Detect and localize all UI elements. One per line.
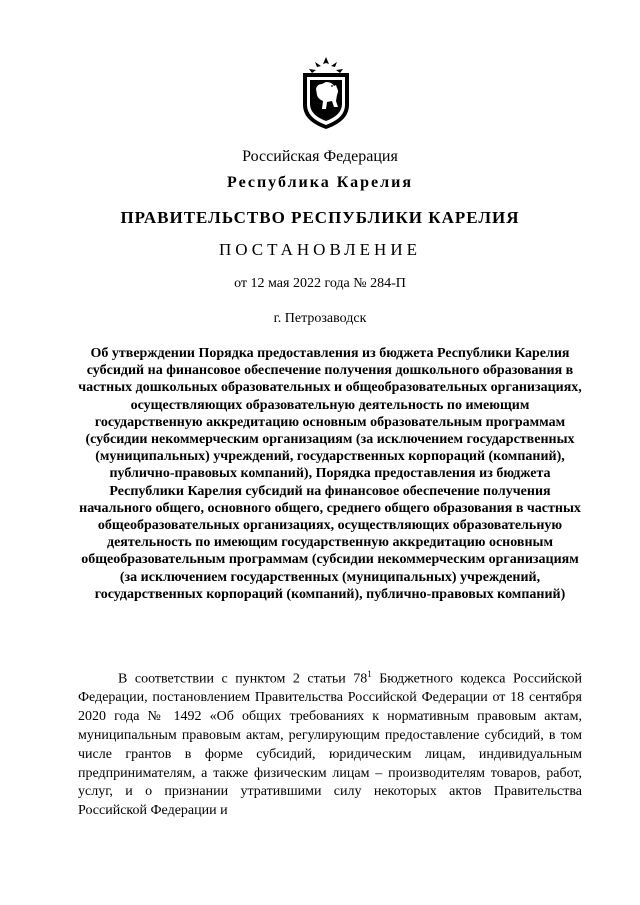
body-paragraph xyxy=(78,665,582,821)
country-name: Российская Федерация xyxy=(242,148,398,165)
coat-of-arms-icon xyxy=(299,55,353,131)
document-type: ПОСТАНОВЛЕНИЕ xyxy=(218,240,421,259)
body-text-rest: Бюджетного кодекса Российской Федерации, постановлением Правительства Российской Федерации от 18 сентября 2020 года № 1492 «Об общих требованиях к нормативным правовым актам, муниципальным правовым актам, регулирующим предоставление субсидий, в том числе грантов в форме субсидий, юридическим лицам, индивидуальным предпринимателям, а также физическим лицам – производителям товаров, работ, услуг, и о признании утратившими силу некоторых актов Правительства Российской Федерации и xyxy=(78,671,582,819)
government-name: ПРАВИТЕЛЬСТВО РЕСПУБЛИКИ КАРЕЛИЯ xyxy=(120,208,520,227)
date-number: от 12 мая 2022 года № 284-П xyxy=(234,276,406,291)
article-superscript: 1 xyxy=(367,669,372,679)
city: г. Петрозаводск xyxy=(273,311,367,326)
republic-name: Республика Карелия xyxy=(227,174,413,191)
body-text-start: В соответствии с пунктом 2 статьи 78 xyxy=(118,671,368,687)
document-title: Об утверждении Порядка предоставления из бюджета Республики Карелия субсидий на финансовое обеспечение получения дошкольного образования в частных дошкольных образовательных и общеобразовательных организациях, осуществляющих образовательную деятельность по имеющим государственную аккредитацию основным образовательным программам (субсидии некоммерческим организациям (за исключением государственных (муниципальных) учреждений, государственных корпораций (компаний), публично-правовых компаний), Порядка предоставления из бюджета Республики Карелия субсидий на финансовое обеспечение получения начального общего, основного общего, среднего общего образования в частных общеобразовательных организациях, осуществляющих образовательную деятельность по имеющим государственную аккредитацию основным общеобразовательным программам (субсидии некоммерческим организациям (за исключением государственных (муниципальных) учреждений, государственных корпораций (компаний), публично-правовых компаний) xyxy=(78,346,582,602)
